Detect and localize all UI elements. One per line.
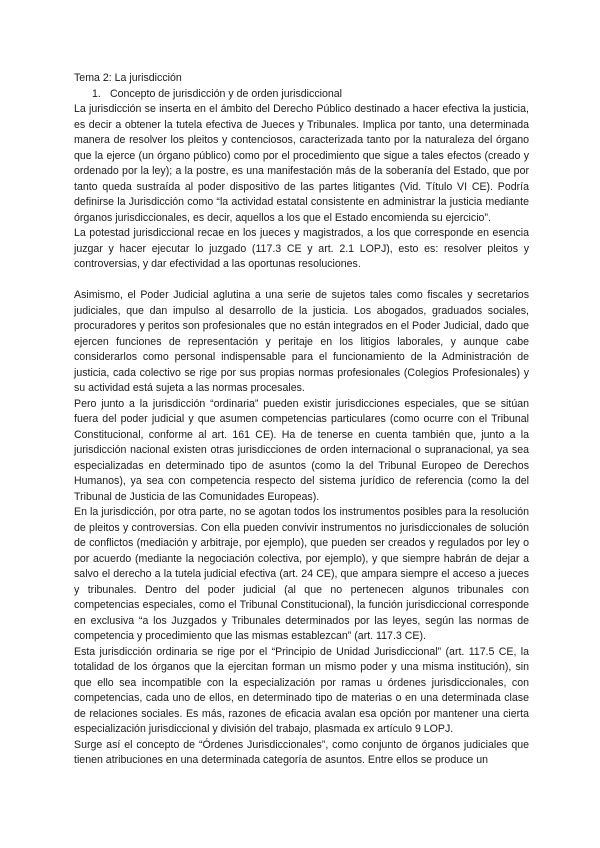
paragraph: La potestad jurisdiccional recae en los jueces y magistrados, a los que corresponde en esencia juzgar y hacer ejecutar lo juzgado (117.3 CE y art. 2.1 LOPJ), esto es: resolver pleitos y controversias, y dar efectividad a las oportunas resoluciones.: [74, 227, 529, 270]
paragraph: Pero junto a la jurisdicción “ordinaria” pueden existir jurisdicciones especiales, que se sitúan fuera del poder judicial y que asumen competencias particulares (como ocurre con el Tribunal Constitucional, conforme al art. 161 CE). Ha de tenerse en cuenta también que, junto a la jurisdicción nacional existen otras jurisdicciones de orden internacional o supranacional, ya sea especializadas en determinado tipo de asuntos (como la del Tribunal Europeo de Derechos Humanos), ya sea con competencia respecto del sistema jurídico de referencia (como la del Tribunal de Justicia de las Comunidades Europeas).: [74, 397, 529, 503]
paragraph: Asimismo, el Poder Judicial aglutina a una serie de sujetos tales como fiscales y secretarios judiciales, que dan impulso al desarrollo de la justicia. Los abogados, graduados sociales, procuradores y peritos son profesionales que no están integrados en el Poder Judicial, dado que ejercen funciones de representación y peritaje en los litigios laborales, y aunque cabe considerarlos como personal indispensable para el funcionamiento de la Administración de justicia, cada colectivo se rige por sus propias normas profesionales (Colegios Profesionales) y su actividad está sujeta a las normas procesales.: [74, 289, 529, 394]
paragraph-gap: [74, 273, 529, 289]
document-title: Tema 2: La jurisdicción: [74, 72, 182, 84]
paragraph: Esta jurisdicción ordinaria se rige por el “Principio de Unidad Jurisdiccional” (art. 117.5 CE, la totalidad de los órganos que la ejercitan forman un mismo poder y una misma institución), sin que ello sea incompatible con la especialización por ramas u órdenes jurisdiccionales, con competencias, cada uno de ellos, en determinado tipo de materias o en una determinada clase de relaciones sociales. Es más, razones de eficacia avalan esa opción por mantener una cierta especialización jurisdiccional y división del trabajo, plasmada ex artículo 9 LOPJ.: [74, 645, 529, 735]
paragraph: La jurisdicción se inserta en el ámbito del Derecho Público destinado a hacer efectiva la justicia, es decir a obtener la tutela efectiva de Jueces y Tribunales. Implica por tanto, una determinada manera de resolver los pleitos y contenciosos, caracterizada tanto por la naturaleza del órgano que la ejerce (un órgano público) como por el procedimiento que sigue a tales efectos (creado y ordenado por la ley); a la postre, es una manifestación más de la soberanía del Estado, que por tanto queda sustraída al poder dispositivo de las partes litigantes (Vid. Título VI CE). Podría definirse la Jurisdicción como “la actividad estatal consistente en administrar la justicia mediante órganos jurisdiccionales, es decir, aquellos a los que el Estado encomienda su ejercicio”.: [74, 103, 529, 224]
section-number: 1.: [92, 87, 101, 100]
paragraph: Surge así el concepto de “Órdenes Jurisdiccionales”, como conjunto de órganos judiciales que tienen atribuciones en una determinada categoría de asuntos. Entre ellos se produce un: [74, 738, 529, 766]
section-heading: [74, 87, 529, 103]
section-label: Concepto de jurisdicción y de orden jurisdiccional: [110, 87, 343, 100]
document-body: [74, 71, 529, 769]
paragraph: En la jurisdicción, por otra parte, no se agotan todos los instrumentos posibles para la resolución de pleitos y controversias. Con ella pueden convivir instrumentos no jurisdiccionales de solución de conflictos (mediación y arbitraje, por ejemplo), que pueden ser creados y regulados por ley o por acuerdo (mediante la negociación colectiva, por ejemplo), y que siempre habrán de dejar a salvo el derecho a la tutela judicial efectiva (art. 24 CE), que ampara siempre el acceso a jueces y tribunales. Dentro del poder judicial (al que no pertenecen algunos tribunales con competencias especiales, como el Tribunal Constitucional), la función jurisdiccional corresponde en exclusiva “a los Juzgados y Tribunales determinados por las leyes, según las normas de competencia y procedimiento que las mismas establezcan” (art. 117.3 CE).: [74, 506, 529, 642]
